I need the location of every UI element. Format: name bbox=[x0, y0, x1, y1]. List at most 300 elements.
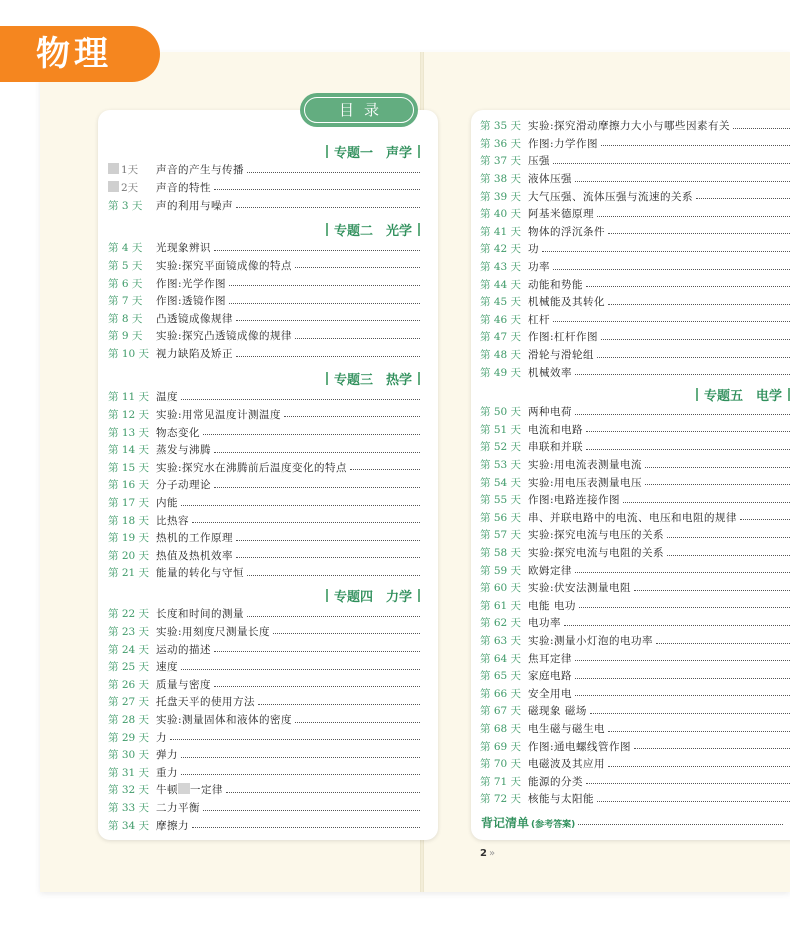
toc-entry[interactable] bbox=[108, 623, 420, 641]
dot-leader bbox=[542, 250, 790, 252]
dot-leader bbox=[656, 642, 790, 644]
dot-leader bbox=[247, 574, 420, 576]
toc-entry[interactable] bbox=[480, 509, 790, 527]
toc-entry[interactable] bbox=[480, 152, 790, 170]
dot-leader bbox=[597, 800, 790, 802]
entry-title: 光现象辨识 bbox=[156, 242, 211, 255]
toc-entry[interactable] bbox=[480, 561, 790, 579]
entry-title: 欧姆定律 bbox=[528, 564, 572, 577]
dot-leader bbox=[590, 712, 790, 714]
dot-leader bbox=[601, 144, 790, 146]
dot-leader bbox=[236, 319, 420, 321]
entry-day: 第 60 天 bbox=[480, 582, 522, 595]
entry-day: 第 67 天 bbox=[480, 705, 522, 718]
entry-day: 第 34 天 bbox=[108, 819, 150, 832]
entry-day: 第 44 天 bbox=[480, 278, 522, 291]
entry-title: 视力缺陷及矫正 bbox=[156, 348, 233, 361]
dot-leader bbox=[575, 571, 790, 573]
entry-day: 第 7 天 bbox=[108, 295, 143, 308]
topic-bar-left bbox=[326, 372, 328, 385]
entry-day: 第 46 天 bbox=[480, 313, 522, 326]
entry-title: 能源的分类 bbox=[528, 775, 583, 788]
entry-title: 作图:杠杆作图 bbox=[528, 331, 599, 344]
entry-title: 作图:透镜作图 bbox=[156, 295, 227, 308]
entry-day-text: 2天 bbox=[121, 181, 139, 194]
dot-leader bbox=[295, 266, 420, 268]
toc-entry[interactable] bbox=[480, 205, 790, 223]
toc-entry[interactable] bbox=[480, 737, 790, 755]
toc-entry[interactable] bbox=[480, 456, 790, 474]
toc-entry[interactable] bbox=[108, 327, 420, 345]
subject-tag: 物理 bbox=[0, 26, 160, 82]
toc-entry[interactable] bbox=[480, 170, 790, 188]
entry-title: 焦耳定律 bbox=[528, 652, 572, 665]
entry-title: 热机的工作原理 bbox=[156, 532, 233, 545]
entry-title-part: 牛顿 bbox=[156, 784, 178, 797]
entry-title: 实验:探究电流与电阻的关系 bbox=[528, 547, 665, 560]
entry-day-text: 1天 bbox=[121, 164, 139, 177]
dot-leader bbox=[226, 791, 420, 793]
toc-entry[interactable] bbox=[108, 458, 420, 476]
dot-leader bbox=[192, 521, 420, 523]
dot-leader bbox=[181, 398, 420, 400]
toc-entry[interactable] bbox=[108, 179, 420, 197]
toc-entry[interactable] bbox=[480, 223, 790, 241]
entry-day: 第 21 天 bbox=[108, 567, 150, 580]
entry-title: 实验:探究水在沸腾前后温度变化的特点 bbox=[156, 461, 348, 474]
dot-leader bbox=[608, 765, 790, 767]
toc-entry[interactable] bbox=[480, 597, 790, 615]
dot-leader bbox=[575, 373, 790, 375]
entry-day: 第 16 天 bbox=[108, 479, 150, 492]
entry-day: 第 48 天 bbox=[480, 349, 522, 362]
toc-entry[interactable] bbox=[108, 345, 420, 363]
topic-label: 专题一 声学 bbox=[333, 146, 412, 161]
toc-entry[interactable] bbox=[480, 526, 790, 544]
dot-leader bbox=[575, 180, 790, 182]
entry-day: 第 53 天 bbox=[480, 459, 522, 472]
entry-title: 温度 bbox=[156, 391, 178, 404]
dot-leader bbox=[170, 738, 420, 740]
toc-entry[interactable] bbox=[480, 328, 790, 346]
toc-entry[interactable] bbox=[480, 473, 790, 491]
entry-title: 磁现象 磁场 bbox=[528, 705, 587, 718]
entry-day: 第 23 天 bbox=[108, 625, 150, 638]
toc-entry[interactable] bbox=[108, 711, 420, 729]
entry-day: 第 66 天 bbox=[480, 687, 522, 700]
entry-title: 比热容 bbox=[156, 514, 189, 527]
dot-leader bbox=[229, 302, 420, 304]
toc-entry[interactable] bbox=[480, 773, 790, 791]
toc-entry[interactable] bbox=[108, 529, 420, 547]
toc-entry[interactable] bbox=[480, 293, 790, 311]
toc-entry[interactable] bbox=[108, 196, 420, 214]
entry-title: 物态变化 bbox=[156, 426, 200, 439]
dot-leader bbox=[203, 433, 420, 435]
entry-title: 作图:力学作图 bbox=[528, 137, 599, 150]
dot-leader bbox=[192, 826, 420, 828]
page-number-value: 2 bbox=[480, 848, 487, 859]
entry-day: 第 28 天 bbox=[108, 714, 150, 727]
dot-leader bbox=[295, 721, 420, 723]
toc-entry[interactable] bbox=[480, 421, 790, 439]
entry-day: 第 49 天 bbox=[480, 366, 522, 379]
entry-day: 第 43 天 bbox=[480, 261, 522, 274]
entry-title: 阿基米德原理 bbox=[528, 208, 594, 221]
entry-title: 压强 bbox=[528, 155, 550, 168]
toc-entry[interactable] bbox=[480, 240, 790, 258]
entry-day: 第 17 天 bbox=[108, 497, 150, 510]
entry-day: 第 11 天 bbox=[108, 391, 150, 404]
toc-entry[interactable] bbox=[480, 117, 790, 135]
entry-day: 第 54 天 bbox=[480, 476, 522, 489]
entry-title: 弹力 bbox=[156, 749, 178, 762]
toc-entry[interactable] bbox=[480, 403, 790, 421]
entry-title: 实验:探究平面镜成像的特点 bbox=[156, 259, 293, 272]
answer-list-label: 背记清单 bbox=[481, 816, 530, 830]
entry-title: 分子动理论 bbox=[156, 479, 211, 492]
toc-entry[interactable] bbox=[108, 441, 420, 459]
entry-day: 第 24 天 bbox=[108, 643, 150, 656]
toc-title-banner bbox=[300, 93, 418, 127]
entry-title: 声的利用与噪声 bbox=[156, 199, 233, 212]
dot-leader bbox=[295, 337, 420, 339]
entry-title: 实验:探究凸透镜成像的规律 bbox=[156, 330, 293, 343]
entry-day: 第 30 天 bbox=[108, 749, 150, 762]
toc-entry[interactable] bbox=[108, 781, 420, 799]
toc-entry[interactable] bbox=[480, 438, 790, 456]
dot-leader bbox=[350, 468, 420, 470]
entry-day: 第 62 天 bbox=[480, 617, 522, 630]
topic-label: 专题二 光学 bbox=[333, 224, 412, 239]
entry-day: 第 63 天 bbox=[480, 635, 522, 648]
entry-title: 家庭电路 bbox=[528, 670, 572, 683]
dot-leader bbox=[236, 355, 420, 357]
entry-title: 实验:测量固体和液体的密度 bbox=[156, 714, 293, 727]
entry-title: 实验:探究电流与电压的关系 bbox=[528, 529, 665, 542]
entry-title: 实验:用电压表测量电压 bbox=[528, 476, 643, 489]
topic-label: 专题三 热学 bbox=[333, 373, 412, 388]
entry-title: 作图:通电螺线管作图 bbox=[528, 740, 632, 753]
dot-leader bbox=[601, 338, 790, 340]
entry-day: 第 37 天 bbox=[480, 155, 522, 168]
dot-leader bbox=[214, 650, 420, 652]
toc-entry[interactable] bbox=[108, 746, 420, 764]
entry-title: 实验:用刻度尺测量长度 bbox=[156, 625, 271, 638]
entry-title: 功 bbox=[528, 243, 539, 256]
entry-title: 凸透镜成像规律 bbox=[156, 312, 233, 325]
entry-title: 质量与密度 bbox=[156, 678, 211, 691]
entry-title: 杠杆 bbox=[528, 313, 550, 326]
obscured-mark bbox=[108, 163, 119, 174]
entry-title: 二力平衡 bbox=[156, 802, 200, 815]
answer-list-sub: (参考答案) bbox=[531, 820, 576, 830]
dot-leader bbox=[214, 685, 420, 687]
entry-day: 第 36 天 bbox=[480, 137, 522, 150]
topic-bar-left bbox=[696, 388, 698, 401]
entry-day bbox=[108, 162, 156, 177]
dot-leader bbox=[553, 320, 790, 322]
toc-entry[interactable] bbox=[480, 649, 790, 667]
toc-entry[interactable] bbox=[108, 161, 420, 179]
toc-entry[interactable] bbox=[480, 614, 790, 632]
entry-title-part: 一定律 bbox=[190, 784, 223, 797]
dot-leader bbox=[203, 809, 420, 811]
toc-entry[interactable] bbox=[108, 547, 420, 565]
entry-day: 第 32 天 bbox=[108, 784, 150, 797]
toc-entry[interactable] bbox=[480, 755, 790, 773]
dot-leader bbox=[181, 756, 420, 758]
dot-leader bbox=[214, 188, 420, 190]
toc-entry[interactable] bbox=[480, 491, 790, 509]
entry-title: 摩擦力 bbox=[156, 819, 189, 832]
toc-entry[interactable] bbox=[108, 605, 420, 623]
entry-title: 作图:光学作图 bbox=[156, 277, 227, 290]
dot-leader bbox=[634, 747, 790, 749]
dot-leader bbox=[597, 215, 790, 217]
entry-day: 第 29 天 bbox=[108, 731, 150, 744]
toc-entry[interactable] bbox=[108, 274, 420, 292]
dot-leader bbox=[236, 206, 420, 208]
toc-entry[interactable] bbox=[108, 564, 420, 582]
dot-leader bbox=[696, 197, 790, 199]
entry-title: 实验:用电流表测量电流 bbox=[528, 459, 643, 472]
entry-day: 第 10 天 bbox=[108, 348, 150, 361]
entry-day: 第 20 天 bbox=[108, 549, 150, 562]
entry-title: 作图:电路连接作图 bbox=[528, 494, 621, 507]
entry-title: 速度 bbox=[156, 661, 178, 674]
dot-leader bbox=[258, 703, 420, 705]
toc-entry[interactable] bbox=[108, 675, 420, 693]
entry-day: 第 14 天 bbox=[108, 444, 150, 457]
toc-entry[interactable] bbox=[480, 544, 790, 562]
dot-leader bbox=[586, 782, 790, 784]
dot-leader bbox=[236, 539, 420, 541]
entry-day: 第 71 天 bbox=[480, 775, 522, 788]
topic-bar-right bbox=[418, 372, 420, 385]
entry-title: 核能与太阳能 bbox=[528, 793, 594, 806]
dot-leader bbox=[273, 632, 420, 634]
toc-entry[interactable] bbox=[480, 258, 790, 276]
entry-title: 声音的特性 bbox=[156, 181, 211, 194]
dot-leader bbox=[214, 249, 420, 251]
entry-day: 第 3 天 bbox=[108, 199, 143, 212]
dot-leader bbox=[284, 415, 420, 417]
dot-leader bbox=[229, 284, 420, 286]
dot-leader bbox=[181, 504, 420, 506]
topic-bar-right bbox=[418, 589, 420, 602]
topic-heading bbox=[108, 586, 420, 604]
dot-leader bbox=[181, 773, 420, 775]
toc-entry[interactable] bbox=[108, 423, 420, 441]
entry-day: 第 51 天 bbox=[480, 423, 522, 436]
toc-entry[interactable] bbox=[480, 790, 790, 808]
dot-leader bbox=[575, 413, 790, 415]
entry-day: 第 13 天 bbox=[108, 426, 150, 439]
toc-entry[interactable] bbox=[480, 346, 790, 364]
toc-entry[interactable] bbox=[108, 476, 420, 494]
dot-leader bbox=[575, 659, 790, 661]
topic-bar-left bbox=[326, 145, 328, 158]
topic-heading bbox=[480, 385, 790, 403]
obscured-mark bbox=[178, 783, 190, 794]
entry-day: 第 26 天 bbox=[108, 678, 150, 691]
toc-entry[interactable] bbox=[480, 311, 790, 329]
toc-entry[interactable] bbox=[108, 799, 420, 817]
entry-title: 实验:伏安法测量电阻 bbox=[528, 582, 632, 595]
entry-title: 声音的产生与传播 bbox=[156, 164, 244, 177]
dot-leader bbox=[597, 356, 790, 358]
dot-leader bbox=[608, 730, 790, 732]
entry-day: 第 15 天 bbox=[108, 461, 150, 474]
entry-day: 第 47 天 bbox=[480, 331, 522, 344]
next-arrow-icon: » bbox=[488, 848, 496, 859]
entry-day: 第 68 天 bbox=[480, 723, 522, 736]
dot-leader bbox=[247, 171, 420, 173]
entry-title: 液体压强 bbox=[528, 173, 572, 186]
entry-day: 第 65 天 bbox=[480, 670, 522, 683]
dot-leader bbox=[608, 232, 790, 234]
entry-day: 第 52 天 bbox=[480, 441, 522, 454]
toc-entry[interactable] bbox=[108, 494, 420, 512]
dot-leader bbox=[667, 554, 790, 556]
entry-title: 机械能及其转化 bbox=[528, 296, 605, 309]
dot-leader bbox=[608, 303, 790, 305]
entry-title: 蒸发与沸腾 bbox=[156, 444, 211, 457]
entry-title: 托盘天平的使用方法 bbox=[156, 696, 255, 709]
entry-title: 实验:用常见温度计测温度 bbox=[156, 408, 282, 421]
entry-day: 第 40 天 bbox=[480, 208, 522, 221]
entry-title: 动能和势能 bbox=[528, 278, 583, 291]
dot-leader bbox=[247, 615, 420, 617]
toc-entry[interactable] bbox=[108, 764, 420, 782]
dot-leader bbox=[645, 466, 790, 468]
dot-leader bbox=[575, 677, 790, 679]
entry-title: 热值及热机效率 bbox=[156, 549, 233, 562]
entry-day: 第 6 天 bbox=[108, 277, 143, 290]
toc-entry[interactable] bbox=[480, 720, 790, 738]
entry-day: 第 56 天 bbox=[480, 511, 522, 524]
entry-title: 实验:探究滑动摩擦力大小与哪些因素有关 bbox=[528, 120, 731, 133]
entry-day: 第 69 天 bbox=[480, 740, 522, 753]
entry-day: 第 22 天 bbox=[108, 608, 150, 621]
entry-day: 第 31 天 bbox=[108, 766, 150, 779]
toc-entry[interactable] bbox=[108, 693, 420, 711]
dot-leader bbox=[564, 624, 790, 626]
entry-day: 第 50 天 bbox=[480, 406, 522, 419]
entry-title: 两种电荷 bbox=[528, 406, 572, 419]
toc-entry[interactable] bbox=[480, 187, 790, 205]
entry-title: 长度和时间的测量 bbox=[156, 608, 244, 621]
dot-leader bbox=[214, 486, 420, 488]
entry-day: 第 38 天 bbox=[480, 173, 522, 186]
toc-entry[interactable] bbox=[108, 640, 420, 658]
topic-heading bbox=[108, 220, 420, 238]
dot-leader bbox=[553, 162, 790, 164]
toc-entry[interactable] bbox=[108, 511, 420, 529]
entry-title: 电磁波及其应用 bbox=[528, 758, 605, 771]
toc-entry[interactable] bbox=[480, 685, 790, 703]
toc-entry[interactable] bbox=[108, 239, 420, 257]
entry-day: 第 58 天 bbox=[480, 547, 522, 560]
topic-bar-left bbox=[326, 223, 328, 236]
toc-entry[interactable] bbox=[108, 728, 420, 746]
entry-title: 能量的转化与守恒 bbox=[156, 567, 244, 580]
entry-day: 第 57 天 bbox=[480, 529, 522, 542]
entry-title: 机械效率 bbox=[528, 366, 572, 379]
dot-leader bbox=[579, 606, 790, 608]
entry-day: 第 25 天 bbox=[108, 661, 150, 674]
toc-entry[interactable] bbox=[108, 816, 420, 834]
entry-title: 内能 bbox=[156, 497, 178, 510]
toc-entry[interactable] bbox=[480, 632, 790, 650]
entry-day: 第 59 天 bbox=[480, 564, 522, 577]
toc-entry[interactable] bbox=[480, 667, 790, 685]
entry-title: 安全用电 bbox=[528, 687, 572, 700]
entry-title: 电能 电功 bbox=[528, 599, 576, 612]
dot-leader bbox=[623, 501, 790, 503]
toc-entry[interactable] bbox=[480, 135, 790, 153]
topic-heading bbox=[108, 142, 420, 160]
entry-title: 运动的描述 bbox=[156, 643, 211, 656]
entry-title: 电生磁与磁生电 bbox=[528, 723, 605, 736]
entry-day: 第 55 天 bbox=[480, 494, 522, 507]
toc-entry[interactable] bbox=[108, 292, 420, 310]
entry-day: 第 8 天 bbox=[108, 312, 143, 325]
topic-label: 专题四 力学 bbox=[333, 590, 412, 605]
entry-title: 串联和并联 bbox=[528, 441, 583, 454]
toc-entry[interactable] bbox=[480, 702, 790, 720]
dot-leader bbox=[578, 824, 783, 825]
toc-entry[interactable] bbox=[108, 406, 420, 424]
entry-title: 功率 bbox=[528, 261, 550, 274]
entry-day: 第 64 天 bbox=[480, 652, 522, 665]
entry-day bbox=[108, 180, 156, 195]
dot-leader bbox=[634, 589, 790, 591]
dot-leader bbox=[586, 448, 790, 450]
entry-title: 重力 bbox=[156, 766, 178, 779]
toc-entry[interactable] bbox=[108, 658, 420, 676]
toc-entry[interactable] bbox=[480, 363, 790, 381]
page-number bbox=[480, 848, 495, 859]
entry-title: 滑轮与滑轮组 bbox=[528, 349, 594, 362]
toc-entry[interactable] bbox=[480, 275, 790, 293]
entry-day: 第 12 天 bbox=[108, 408, 150, 421]
topic-bar-left bbox=[326, 589, 328, 602]
entry-title: 电功率 bbox=[528, 617, 561, 630]
entry-title: 实验:测量小灯泡的电功率 bbox=[528, 635, 654, 648]
entry-day: 第 35 天 bbox=[480, 120, 522, 133]
dot-leader bbox=[575, 694, 790, 696]
toc-entry[interactable] bbox=[480, 579, 790, 597]
entry-title: 串、并联电路中的电流、电压和电阻的规律 bbox=[528, 511, 737, 524]
topic-label: 专题五 电学 bbox=[703, 389, 782, 404]
entry-day: 第 72 天 bbox=[480, 793, 522, 806]
toc-entry[interactable] bbox=[108, 388, 420, 406]
dot-leader bbox=[553, 268, 790, 270]
entry-day: 第 27 天 bbox=[108, 696, 150, 709]
entry-title bbox=[156, 782, 223, 797]
toc-entry[interactable] bbox=[108, 257, 420, 275]
entry-day: 第 18 天 bbox=[108, 514, 150, 527]
dot-leader bbox=[667, 536, 790, 538]
dot-leader bbox=[733, 127, 790, 129]
answer-list-link[interactable] bbox=[481, 814, 783, 831]
entry-day: 第 9 天 bbox=[108, 330, 143, 343]
entry-day: 第 39 天 bbox=[480, 190, 522, 203]
toc-entry[interactable] bbox=[108, 309, 420, 327]
entry-title: 大气压强、流体压强与流速的关系 bbox=[528, 190, 693, 203]
